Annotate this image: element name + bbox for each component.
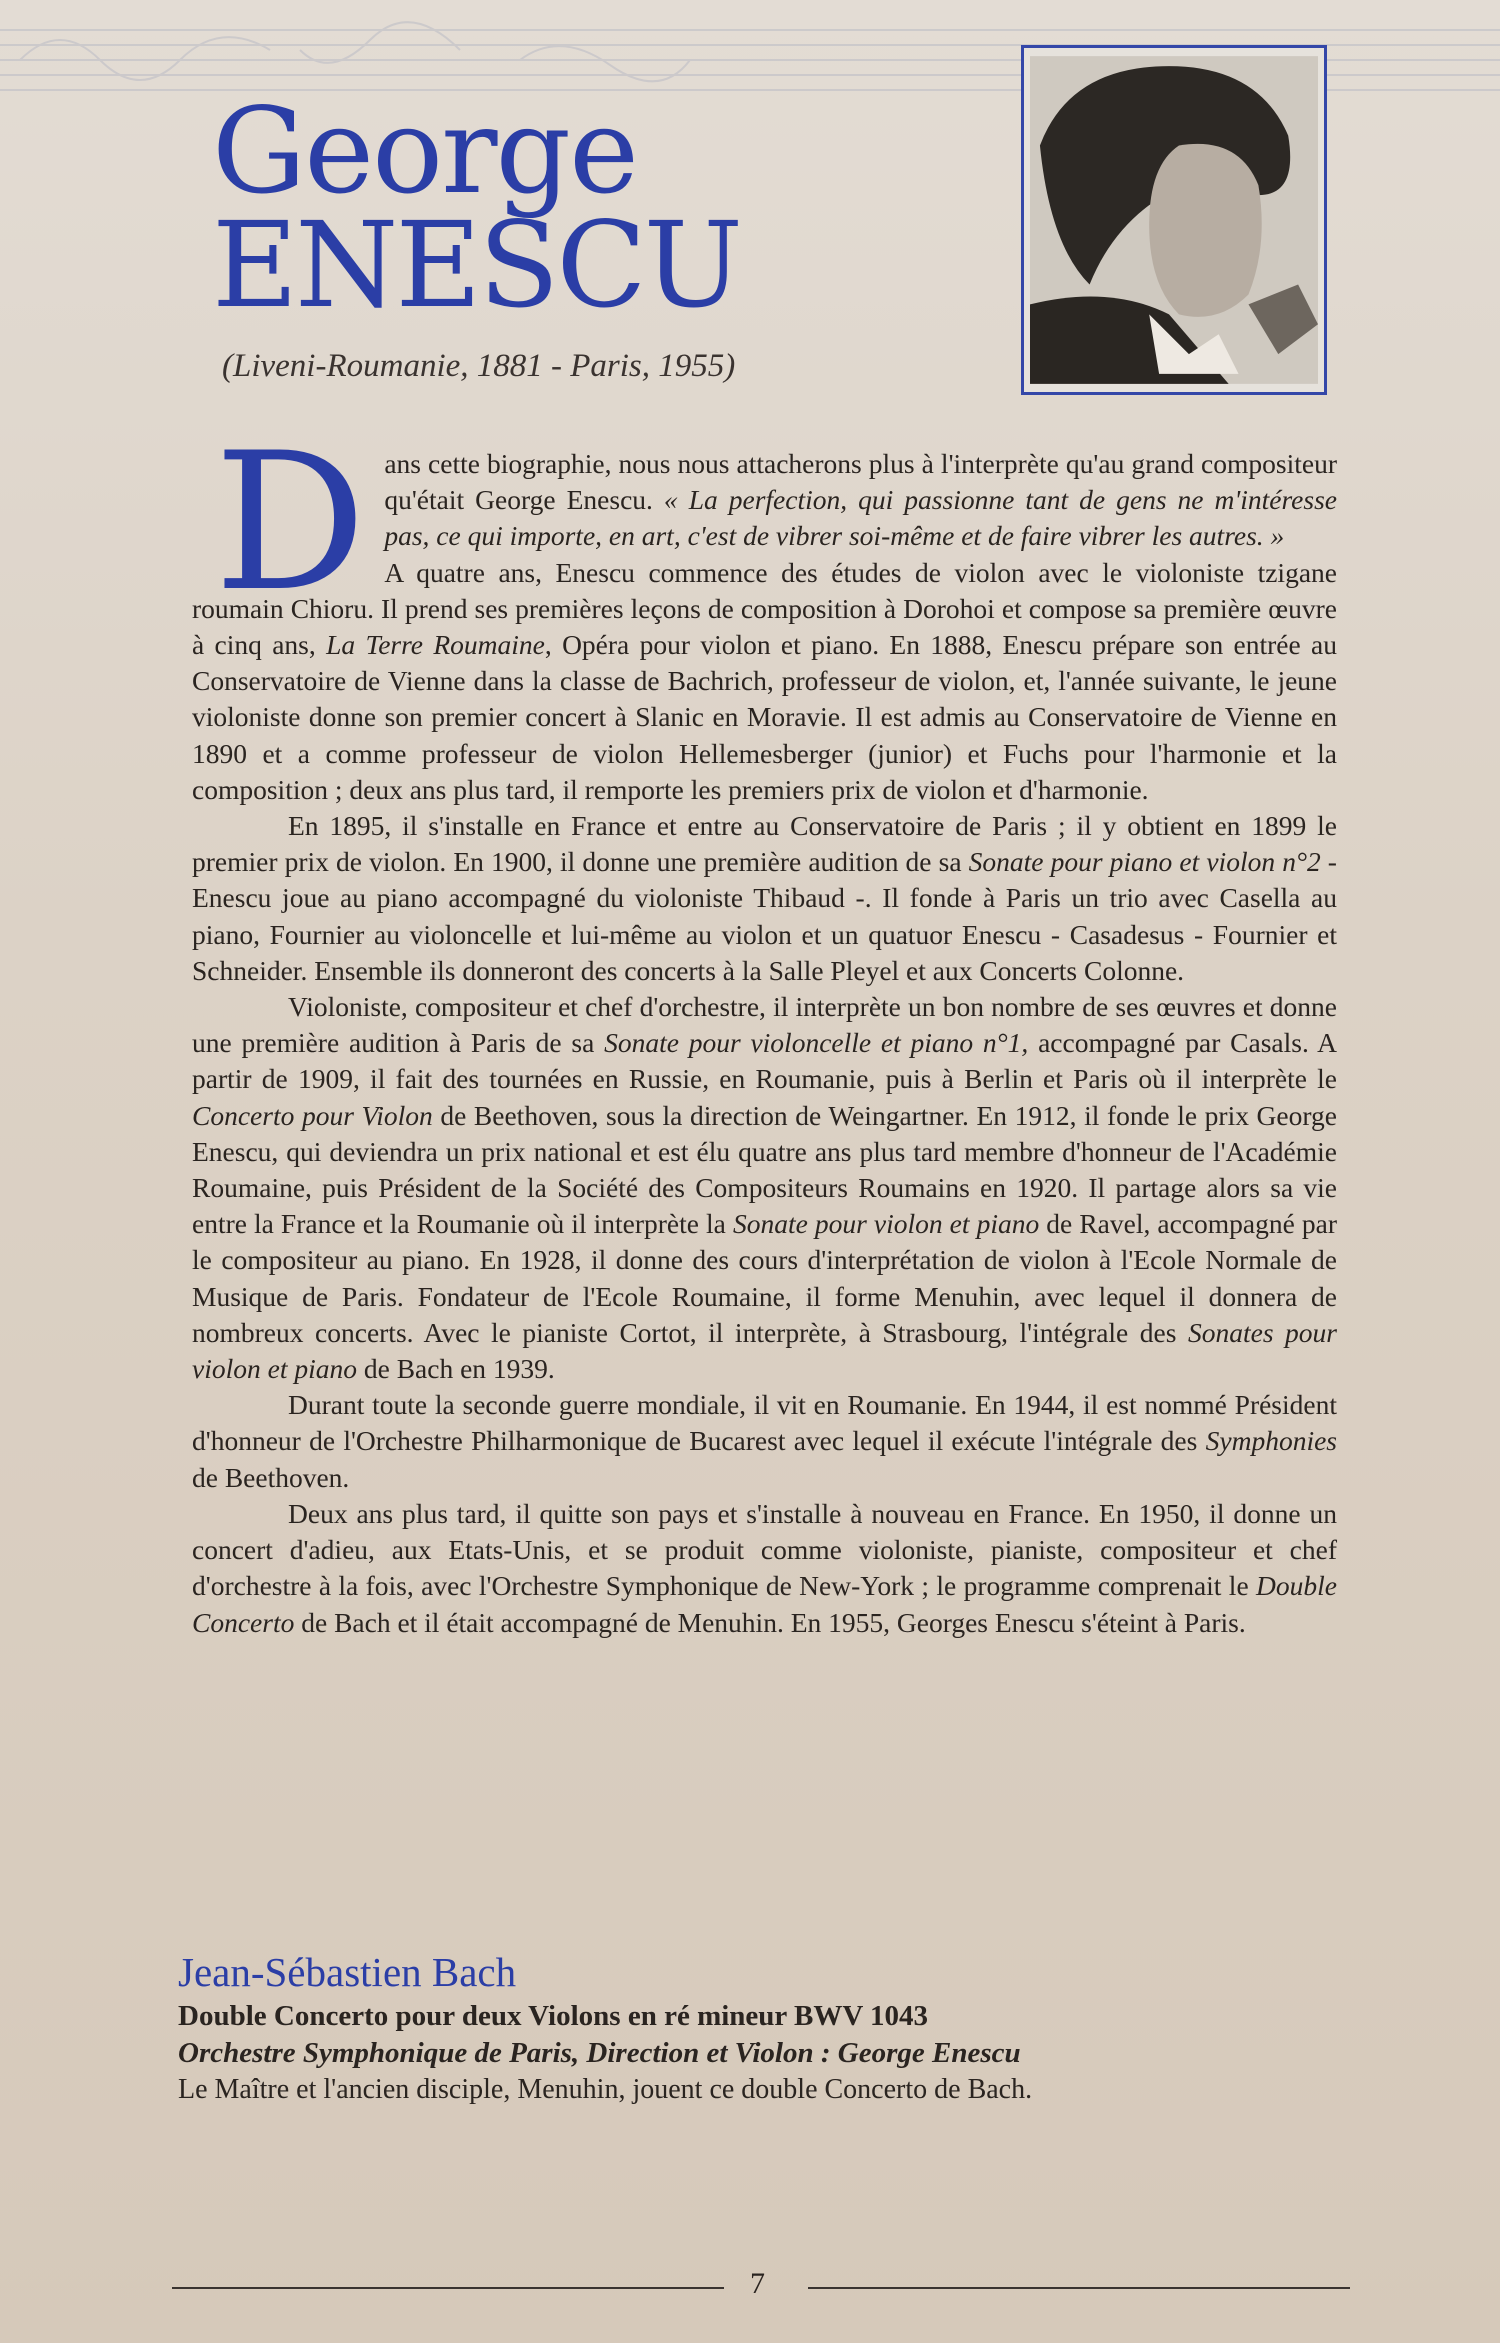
- footer-rule-right: [808, 2287, 1350, 2289]
- biography-paragraph: [192, 1496, 1337, 1641]
- recording-composer: Jean-Sébastien Bach: [178, 1949, 517, 1995]
- text-run: Violoniste, compositeur et chef d'orchestre, il interprète un bon nombre de ses œuvres et donne une première audition à Paris de sa: [192, 991, 1337, 1059]
- text-run: Durant toute la seconde guerre mondiale, il vit en Roumanie. En 1944, il est nommé Président d'honneur de l'Orchestre Philharmonique de Bucarest avec lequel il exécute l'intégrale des: [192, 1389, 1337, 1457]
- recording-note: Le Maître et l'ancien disciple, Menuhin, jouent ce double Concerto de Bach.: [178, 2074, 1033, 2105]
- italic-text: Sonate pour piano et violon n°2: [968, 846, 1321, 878]
- page-footer: [172, 2265, 1352, 2305]
- italic-text: Sonates pour violon et piano: [192, 1316, 1338, 1385]
- text-run: de Ravel, accompagné par le compositeur au piano. En 1928, il donne des cours d'interprétation de violon à l'Ecole Normale de Musique de Paris. Fondateur de l'Ecole Roumaine, il forme Menuhin, avec lequel il donnera de nombreux concerts. Avec le pianiste Cortot, il interprète, à Strasbourg, l'intégrale des: [192, 1208, 1337, 1348]
- portrait-photo-icon: [1030, 54, 1318, 386]
- italic-text: Sonate pour violoncelle et piano n°1,: [604, 1027, 1029, 1059]
- biography-paragraph: [192, 808, 1337, 989]
- text-run: , Opéra pour violon et piano. En 1888, Enescu prépare son entrée au Conservatoire de Vienne dans la classe de Bachrich, professeur de violon, et, l'année suivante, le jeune violoniste donne son premier concert à Slanic en Moravie. Il est admis au Conservatoire de Vienne en 1890 et a comme professeur de violon Hellemesberger (junior) et Fuchs pour l'harmonie et la composition ; deux ans plus tard, il remporte les premiers prix de violon et d'harmonie.: [192, 629, 1337, 805]
- title-last-name: ENESCU: [212, 196, 741, 334]
- text-run: A quatre ans, Enescu commence des études de violon avec le violoniste tzigane roumain Chioru. Il prend ses premières leçons de composition à Dorohoi et compose sa première œuvre à cinq ans,: [192, 556, 1337, 661]
- text-run: En 1895, il s'installe en France et entre au Conservatoire de Paris ; il y obtient en 1899 le premier prix de violon. En 1900, il donne une première audition de sa: [192, 810, 1337, 878]
- footer-rule-left: [172, 2287, 724, 2289]
- page-number: 7: [750, 2267, 765, 2300]
- text-run: accompagné par Casals. A partir de 1909, il fait des tournées en Russie, en Roumanie, puis à Berlin et Paris où il interprète le: [192, 1027, 1337, 1095]
- title-first-name: George: [212, 82, 637, 220]
- recording-performers: Orchestre Symphonique de Paris, Direction et Violon : George Enescu: [178, 2037, 1021, 2069]
- portrait-photo: [1021, 45, 1327, 395]
- biography-text: [192, 412, 1338, 1641]
- recording-work: Double Concerto pour deux Violons en ré mineur BWV 1043: [178, 2000, 929, 2032]
- drop-cap: D: [214, 412, 367, 633]
- text-run: de Beethoven.: [192, 1461, 350, 1493]
- text-run: de Beethoven, sous la direction de Weingartner. En 1912, il fonde le prix George Enescu, qui deviendra un prix national et est élu quatre ans plus tard membre d'honneur de l'Académie Roumaine, puis Président de la Société des Compositeurs Roumains en 1920. Il partage alors sa vie entre la France et la Roumanie où il interprète la: [192, 1099, 1337, 1240]
- italic-text: Concerto pour Violon: [192, 1099, 433, 1131]
- birth-death-subtitle: (Liveni-Roumanie, 1881 - Paris, 1955): [222, 348, 736, 384]
- text-run: Deux ans plus tard, il quitte son pays et s'installe à nouveau en France. En 1950, il donne un concert d'adieu, aux Etats-Unis, et se produit comme violoniste, pianiste, compositeur et chef d'orchestre à la fois, avec l'Orchestre Symphonique de New-York ; le programme comprenait le: [192, 1497, 1337, 1602]
- italic-text: Symphonies: [1205, 1425, 1337, 1457]
- biography-paragraph: [192, 989, 1337, 1387]
- italic-text: « La perfection, qui passionne tant de gens ne m'intéresse pas, ce qui importe, en art, c'est de vibrer soi-même et de faire vibrer les autres. »: [384, 484, 1337, 552]
- text-run: de Bach en 1939.: [356, 1353, 555, 1385]
- text-run: de Bach et il était accompagné de Menuhin. En 1955, Georges Enescu s'éteint à Paris.: [294, 1606, 1246, 1638]
- biography-paragraph: [192, 555, 1337, 808]
- recording-info: [178, 1948, 1338, 2106]
- italic-text: Double Concerto: [192, 1570, 1337, 1638]
- page-title: [212, 82, 741, 334]
- text-run: - Enescu joue au piano accompagné du violoniste Thibaud -. Il fonde à Paris un trio avec Casella au piano, Fournier au violoncelle et lui-même au violon et un quatuor Enescu - Casadesus - Fournier et Schneider. Ensemble ils donneront des concerts à la Salle Pleyel et aux Concerts Colonne.: [192, 846, 1337, 986]
- italic-text: Sonate pour violon et piano: [732, 1208, 1040, 1240]
- text-run: ans cette biographie, nous nous attacherons plus à l'interprète qu'au grand compositeur qu'était George Enescu.: [384, 448, 1337, 516]
- biography-paragraph: [192, 1387, 1337, 1496]
- italic-text: La Terre Roumaine: [326, 629, 545, 661]
